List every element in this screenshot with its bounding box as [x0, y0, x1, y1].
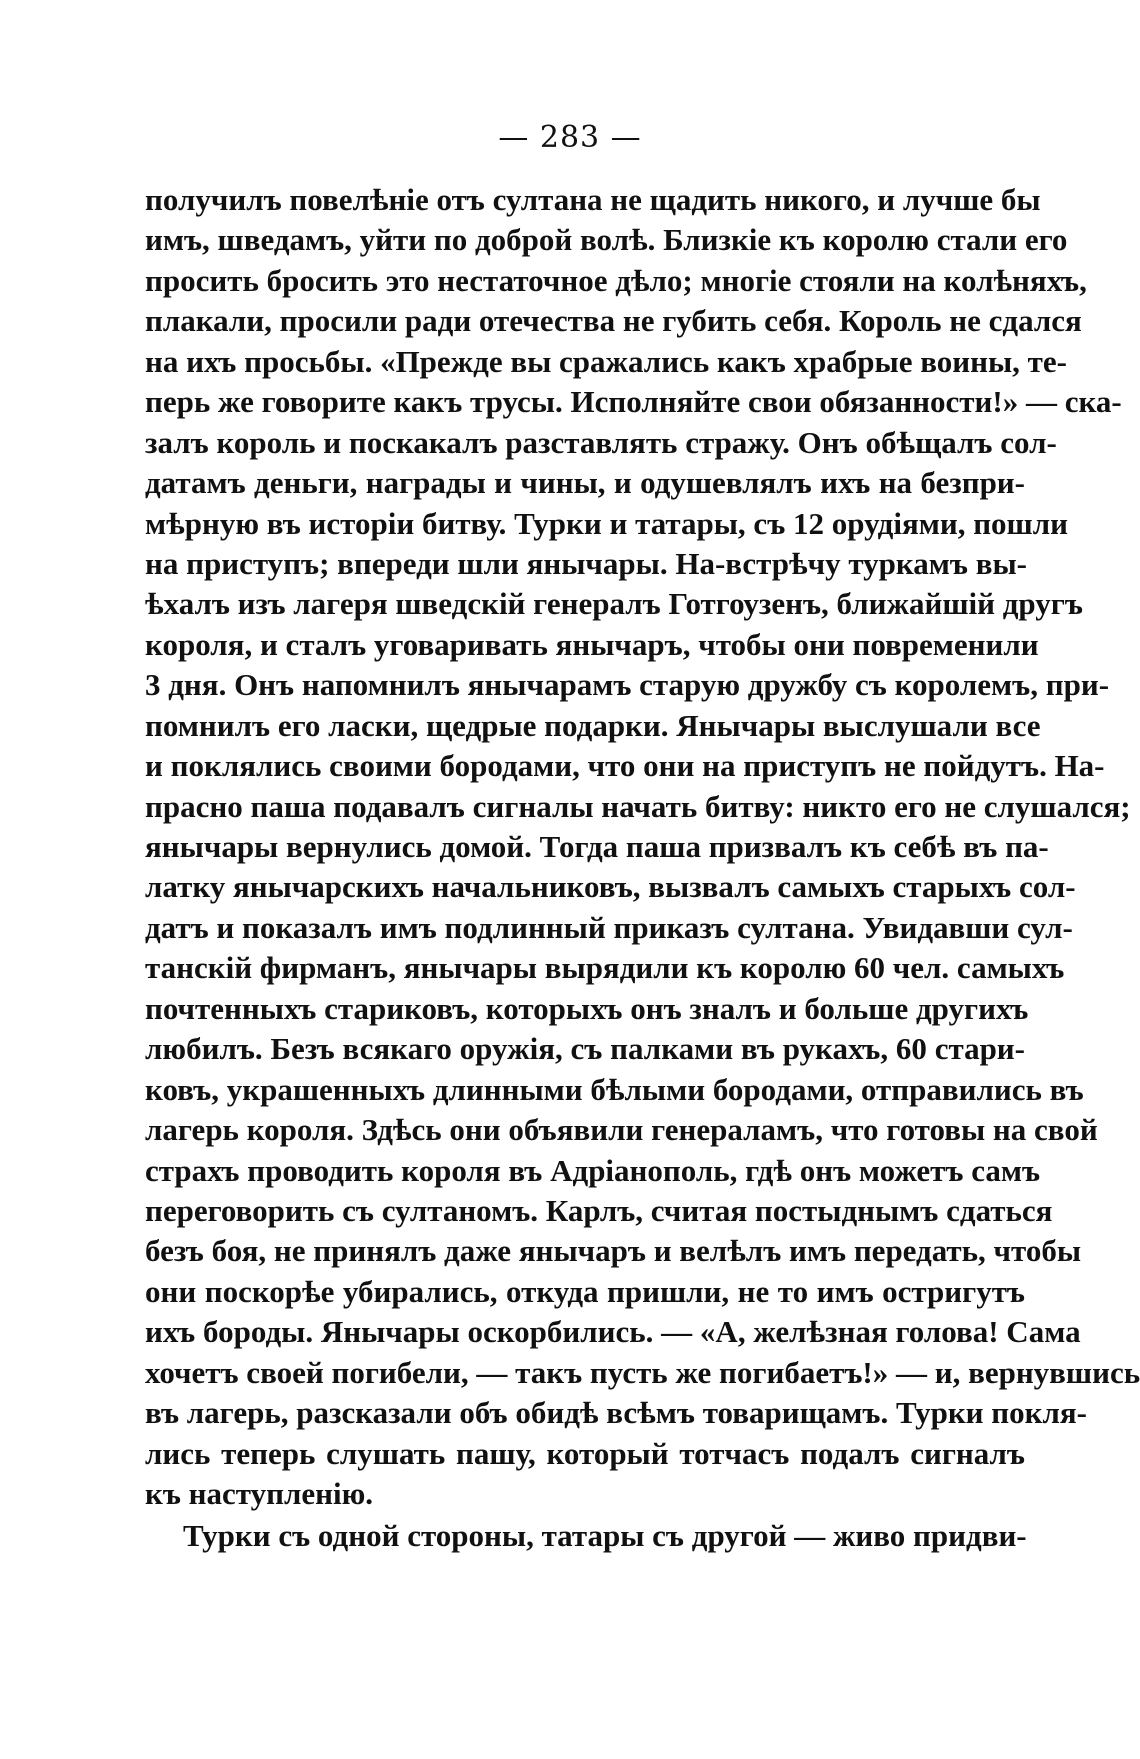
text-line: они поскорѣе убирались, откуда пришли, не то имъ остригутъ — [145, 1273, 1025, 1309]
text-line: танскій фирманъ, янычары вырядили къ королю 60 чел. самыхъ — [145, 950, 1065, 986]
text-line: почтенныхъ стариковъ, которыхъ онъ зналъ и больше другихъ — [145, 990, 1029, 1026]
text-line: короля, и сталъ уговаривать янычаръ, чтобы они повременили — [145, 626, 1039, 662]
text-line: прасно паша подавалъ сигналы начать битву: никто его не слушался; — [145, 788, 1131, 824]
text-line: датъ и показалъ имъ подлинный приказъ султана. Увидавши сул- — [145, 909, 1073, 945]
text-line: лагерь короля. Здѣсь они объявили генераламъ, что готовы на свой — [145, 1112, 1098, 1148]
text-line: и поклялись своими бородами, что они на приступъ не пойдутъ. На- — [145, 748, 1105, 784]
text-line: ѣхалъ изъ лагеря шведскій генералъ Готгоузенъ, ближайшій другъ — [145, 586, 1083, 622]
text-line: 3 дня. Онъ напомнилъ янычарамъ старую дружбу съ королемъ, при- — [145, 667, 1110, 703]
text-line: имъ, шведамъ, уйти по доброй волѣ. Близкіе къ королю стали его — [145, 222, 1068, 258]
text-line: на ихъ просьбы. «Прежде вы сражались какъ храбрые воины, те- — [145, 343, 1067, 379]
text-line: лись теперь слушать пашу, который тотчасъ подалъ сигналъ — [145, 1435, 1025, 1471]
text-line: безъ боя, не принялъ даже янычаръ и велѣлъ имъ передать, чтобы — [145, 1233, 1082, 1269]
text-line: просить бросить это нестаточное дѣло; многіе стояли на колѣняхъ, — [145, 262, 1087, 298]
paragraph-2 — [145, 1516, 1025, 1556]
text-line: плакали, просили ради отечества не губить себя. Король не сдался — [145, 303, 1082, 339]
text-line: любилъ. Безъ всякаго оружія, съ палками въ рукахъ, 60 стари- — [145, 1031, 1025, 1067]
text-line: перь же говорите какъ трусы. Исполняйте свои обязанности!» — ска- — [145, 384, 1122, 420]
text-line: ихъ бороды. Янычары оскорбились. — «А, желѣзная голова! Сама — [145, 1314, 1081, 1350]
text-line: хочетъ своей погибели, — такъ пусть же погибаетъ!» — и, вернувшись — [145, 1354, 1140, 1390]
text-line: къ наступленію. — [145, 1476, 374, 1511]
text-line: латку янычарскихъ начальниковъ, вызвалъ самыхъ старыхъ сол- — [145, 869, 1076, 905]
text-line: янычары вернулись домой. Тогда паша призвалъ къ себѣ въ па- — [145, 829, 1049, 864]
text-line: получилъ повелѣніе отъ султана не щадить никого, и лучше бы — [145, 182, 1041, 217]
text-line: въ лагерь, разсказали объ обидѣ всѣмъ товарищамъ. Турки покля- — [145, 1395, 1088, 1431]
text-line: страхъ проводить короля въ Адріанополь, гдѣ онъ можетъ самъ — [145, 1152, 1041, 1188]
text-line: на приступъ; впереди шли янычары. На-встрѣчу туркамъ вы- — [145, 545, 1028, 581]
text-line: Турки съ одной стороны, татары съ другой — живо придви- — [183, 1518, 1027, 1554]
text-line: ковъ, украшенныхъ длинными бѣлыми бородами, отправились въ — [145, 1071, 1084, 1107]
text-line: помнилъ его ласки, щедрые подарки. Янычары выслушали все — [145, 707, 1041, 743]
text-line: залъ король и поскакалъ разставлять стражу. Онъ обѣщалъ сол- — [145, 424, 1057, 460]
body-text — [145, 180, 1140, 1557]
text-line: мѣрную въ исторіи битву. Турки и татары, съ 12 орудіями, пошли — [145, 505, 1068, 541]
paragraph-1 — [145, 180, 1140, 1514]
page-number: — 283 — — [498, 120, 642, 155]
text-line: датамъ деньги, награды и чины, и одушевлялъ ихъ на безпри- — [145, 465, 1025, 501]
text-line: переговорить съ султаномъ. Карлъ, считая постыднымъ сдаться — [145, 1192, 1053, 1228]
